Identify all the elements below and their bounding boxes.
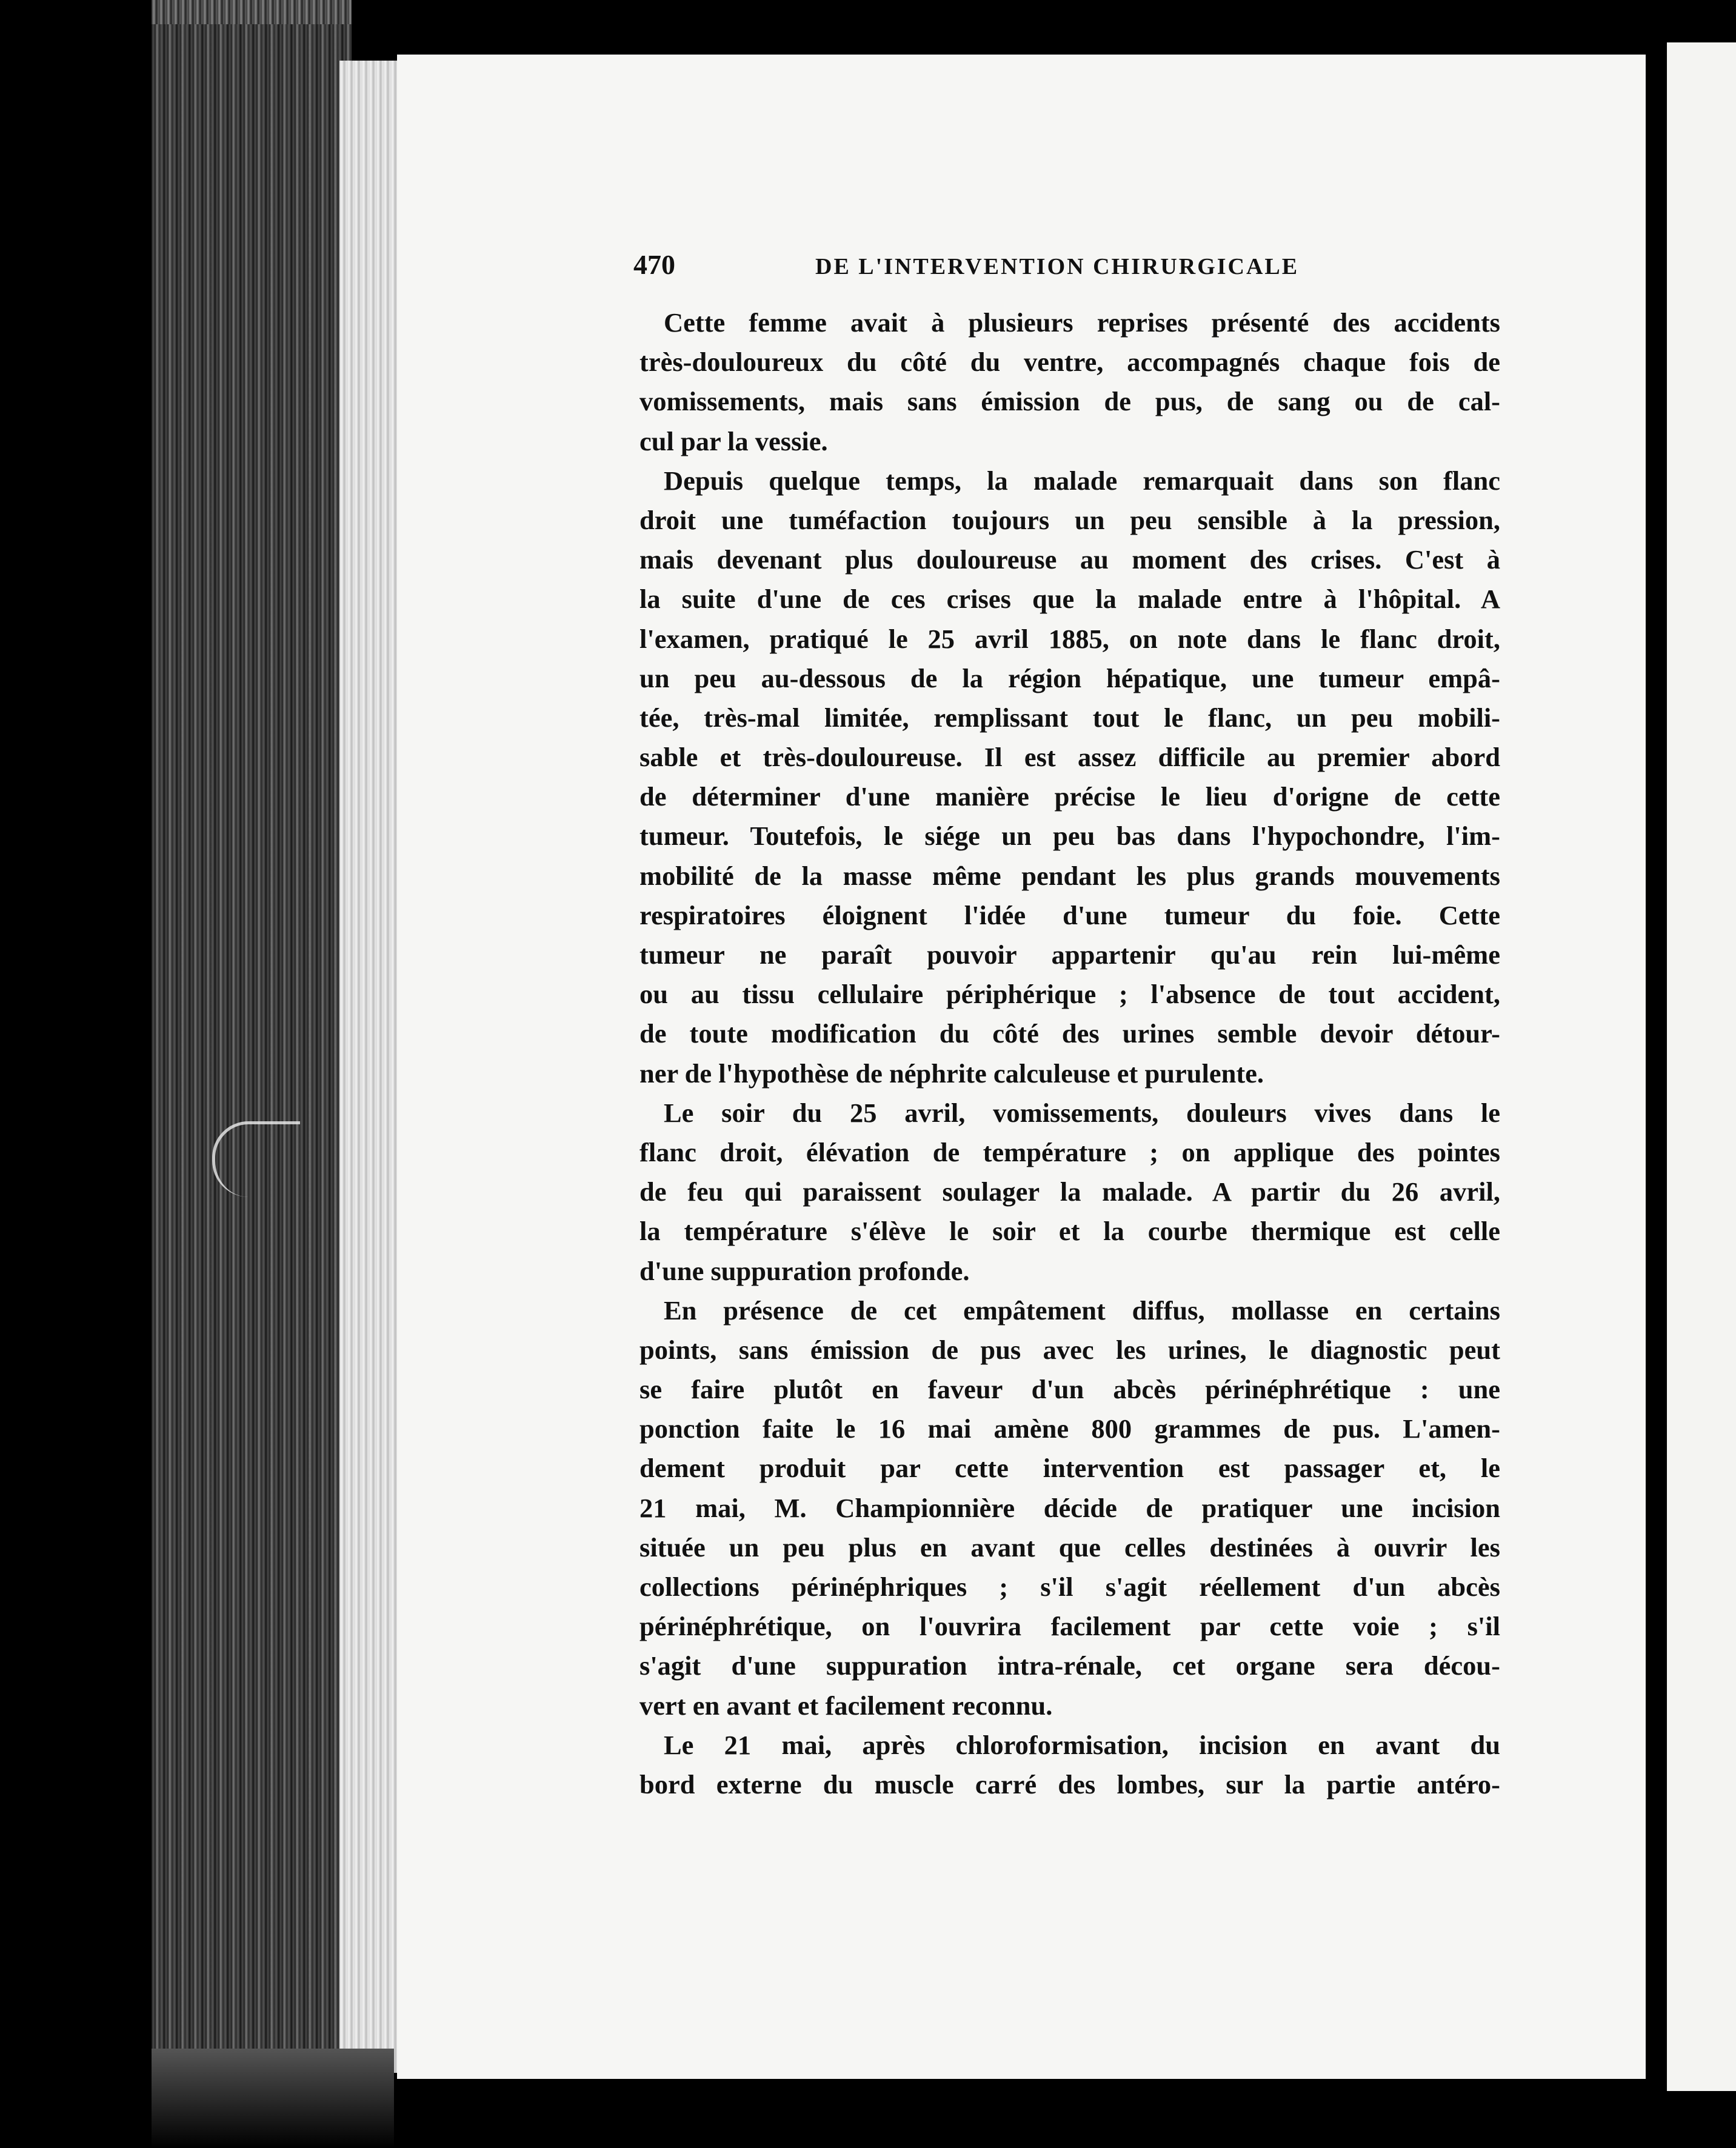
text-line: très-douloureux du côté du ventre, accompagnés chaque fois de [639, 347, 1500, 378]
text-line: sable et très-douloureuse. Il est assez difficile au premier abord [639, 742, 1500, 773]
running-head [633, 248, 1312, 291]
text-line: la température s'élève le soir et la courbe thermique est celle [639, 1216, 1500, 1247]
text-line: s'agit d'une suppuration intra-rénale, cet organe sera décou- [639, 1650, 1500, 1681]
text-line: Le 21 mai, après chloroformisation, incision en avant du [664, 1729, 1500, 1760]
page-number: 470 [633, 249, 675, 280]
text-line: périnéphrétique, on l'ouvrira facilement par cette voie ; s'il [639, 1611, 1500, 1642]
text-line: la suite d'une de ces crises que la malade entre à l'hôpital. A [639, 584, 1500, 615]
text-line: ou au tissu cellulaire périphérique ; l'absence de tout accident, [639, 979, 1500, 1010]
text-line: 21 mai, M. Championnière décide de pratiquer une incision [639, 1492, 1500, 1523]
text-line: un peu au-dessous de la région hépatique, une tumeur empâ- [639, 662, 1500, 693]
text-line: vomissements, mais sans émission de pus, de sang ou de cal- [639, 386, 1500, 417]
text-line: mais devenant plus douloureuse au moment des crises. C'est à [639, 544, 1500, 575]
text-line: l'examen, pratiqué le 25 avril 1885, on note dans le flanc droit, [639, 623, 1500, 654]
stray-mark [212, 1121, 300, 1197]
text-line: collections périnéphriques ; s'il s'agit réellement d'un abcès [639, 1572, 1500, 1602]
book-page-edges [152, 24, 352, 2079]
text-line: tumeur. Toutefois, le siége un peu bas dans l'hypochondre, l'im- [639, 821, 1500, 852]
text-line: tée, très-mal limitée, remplissant tout le flanc, un peu mobili- [639, 702, 1500, 733]
text-line: respiratoires éloignent l'idée d'une tumeur du foie. Cette [639, 899, 1500, 930]
text-line: En présence de cet empâtement diffus, mollasse en certains [664, 1295, 1500, 1326]
running-title: DE L'INTERVENTION CHIRURGICALE [815, 254, 1300, 279]
text-line: Le soir du 25 avril, vomissements, douleurs vives dans le [664, 1097, 1500, 1128]
text-line: flanc droit, élévation de température ; on applique des pointes [639, 1136, 1500, 1167]
text-line: d'une suppuration profonde. [639, 1255, 970, 1286]
text-line: se faire plutôt en faveur d'un abcès périnéphrétique : une [639, 1374, 1500, 1405]
book-bottom-edge [152, 2049, 394, 2148]
text-line: ner de l'hypothèse de néphrite calculeuse et purulente. [639, 1058, 1264, 1089]
facing-page-edge [1667, 42, 1736, 2091]
text-line: ponction faite le 16 mai amène 800 grammes de pus. L'amen- [639, 1413, 1500, 1444]
text-line: Depuis quelque temps, la malade remarquait dans son flanc [664, 465, 1500, 496]
text-line: vert en avant et facilement reconnu. [639, 1690, 1053, 1721]
text-line: cul par la vessie. [639, 425, 828, 456]
page-gutter [1646, 36, 1667, 2109]
text-line: Cette femme avait à plusieurs reprises présenté des accidents [664, 307, 1500, 338]
text-line: située un peu plus en avant que celles destinées à ouvrir les [639, 1532, 1500, 1563]
text-line: droit une tuméfaction toujours un peu sensible à la pression, [639, 504, 1500, 535]
text-line: de déterminer d'une manière précise le lieu d'origne de cette [639, 781, 1500, 812]
text-line: bord externe du muscle carré des lombes, sur la partie antéro- [639, 1769, 1500, 1799]
text-line: tumeur ne paraît pouvoir appartenir qu'au rein lui-même [639, 939, 1500, 970]
text-line: de toute modification du côté des urines semble devoir détour- [639, 1018, 1500, 1049]
text-line: de feu qui paraissent soulager la malade. A partir du 26 avril, [639, 1176, 1500, 1207]
text-line: points, sans émission de pus avec les urines, le diagnostic peut [639, 1334, 1500, 1365]
text-line: mobilité de la masse même pendant les plus grands mouvements [639, 860, 1500, 891]
body-text [639, 303, 1500, 1804]
text-line: dement produit par cette intervention est passager et, le [639, 1453, 1500, 1484]
